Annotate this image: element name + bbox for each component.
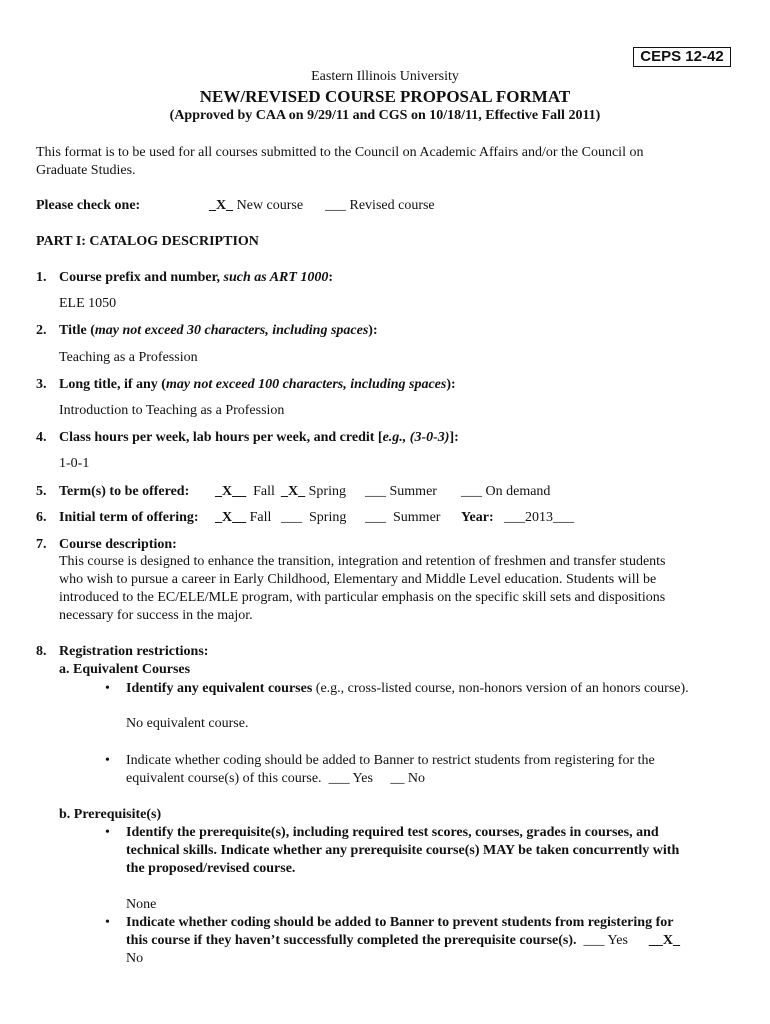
part1-heading: PART I: CATALOG DESCRIPTION [36,234,259,249]
q5-demand-mark: ___ [461,484,482,499]
q8a-no-label: No [407,771,426,786]
new-course-label: New course [236,198,304,213]
q8a-item-2-line-2-text: equivalent course(s) of this course. [126,771,322,786]
q6-year-label: Year: [461,510,494,525]
q8b-yes-option[interactable] [584,933,628,948]
q8a-no-mark: __ [390,771,405,786]
new-course-mark: _X_ [209,198,234,213]
q1-label: Course prefix and number, [59,270,221,285]
q7-desc-line-2: who wish to pursue a career in Early Childhood, Elementary and Middle Level education. Students will be [59,572,657,587]
q8b-item-2-line-2-text: this course if they haven’t successfully completed the prerequisite course(s). [126,933,577,948]
q5-summer-option[interactable] [365,484,437,500]
revised-course-mark: ___ [325,198,346,213]
q8b-label: b. Prerequisite(s) [59,807,162,822]
q2-number: 2. [36,323,47,338]
q6-fall-option[interactable] [215,510,271,526]
q5-spring-mark: _X_ [281,484,306,499]
q1-hint: such as ART 1000 [223,270,329,285]
q5-spring-option[interactable] [281,484,346,500]
q3-question [59,377,456,393]
q5-summer-label: Summer [389,484,437,499]
approval-note: (Approved by CAA on 9/29/11 and CGS on 10/18/11, Effective Fall 2011) [169,108,601,123]
q1-question [59,270,333,286]
q5-label: Term(s) to be offered: [59,484,190,499]
q8a-yes-mark: ___ [328,771,350,786]
q8a-no-option[interactable] [390,771,425,786]
q8b-yes-mark: ___ [583,933,605,948]
form-title: NEW/REVISED COURSE PROPOSAL FORMAT [199,87,571,106]
q8-number: 8. [36,644,47,659]
q8b-no-mark[interactable]: __X_ [648,933,681,948]
q8b-no-label: No [126,951,144,966]
q6-fall-mark: _X__ [215,510,247,525]
q8b-bullet-2: • [105,915,110,930]
q8b-item-2-line-1: Indicate whether coding should be added to Banner to prevent students from registering for [126,915,674,930]
q7-label: Course description: [59,537,177,552]
q5-number: 5. [36,484,47,499]
q6-spring-option[interactable] [281,510,346,526]
q2-close: ): [368,323,378,338]
q5-fall-option[interactable] [215,484,275,500]
q6-number: 6. [36,510,47,525]
q6-summer-mark: ___ [365,510,386,525]
q6-spring-mark: ___ [281,510,302,525]
q8b-yes-label: Yes [607,933,628,948]
q7-number: 7. [36,537,47,552]
revised-course-option[interactable] [325,198,435,214]
new-course-option[interactable] [209,198,303,214]
q6-summer-option[interactable] [365,510,440,526]
q1-number: 1. [36,270,47,285]
university-name: Eastern Illinois University [311,69,459,84]
q1-colon: : [328,270,334,285]
q6-fall-label: Fall [249,510,272,525]
q6-label: Initial term of offering: [59,510,199,525]
q5-fall-mark: _X__ [215,484,247,499]
q4-question [59,430,459,446]
q2-answer: Teaching as a Profession [59,350,198,365]
q4-close: ]: [449,430,459,445]
q7-desc-line-4: necessary for success in the major. [59,608,253,623]
q8a-yes-label: Yes [352,771,373,786]
q8b-bullet-1: • [105,825,110,840]
q8b-item-1-line-2: technical skills. Indicate whether any prerequisite course(s) MAY be taken concurrently with [126,843,680,858]
q3-answer: Introduction to Teaching as a Profession [59,403,285,418]
q1-answer: ELE 1050 [59,296,117,311]
q8b-answer: None [126,897,157,912]
form-code-box: CEPS 12-42 [633,47,731,67]
q3-label: Long title, if any ( [59,377,166,392]
q3-hint: may not exceed 100 characters, including spaces [165,377,447,392]
q8a-item-1-bold: Identify any equivalent courses [126,681,313,696]
q3-close: ): [446,377,456,392]
q8a-bullet-2: • [105,753,110,768]
revised-course-label: Revised course [349,198,435,213]
q5-fall-label: Fall [253,484,275,499]
q8-label: Registration restrictions: [59,644,209,659]
q8a-item-2-line-2 [126,771,425,787]
q2-hint: may not exceed 30 characters, including spaces [94,323,369,338]
q8a-item-2-line-1: Indicate whether coding should be added to Banner to restrict students from registering for the [126,753,655,768]
check-label: Please check one: [36,198,141,213]
q4-answer: 1-0-1 [59,456,90,471]
q3-number: 3. [36,377,47,392]
q8a-bullet-1: • [105,681,110,696]
q6-year-field[interactable]: ___2013___ [504,510,574,525]
q4-label: Class hours per week, lab hours per week, and credit [ [59,430,383,445]
q7-desc-line-1: This course is designed to enhance the transition, integration and retention of freshmen and transfer students [59,554,666,569]
intro-line-2: Graduate Studies. [36,163,136,178]
q2-question [59,323,378,339]
q5-spring-label: Spring [308,484,346,499]
q8a-label: a. Equivalent Courses [59,662,191,677]
q6-spring-label: Spring [309,510,347,525]
q8a-answer: No equivalent course. [126,716,249,731]
q5-summer-mark: ___ [365,484,386,499]
q4-number: 4. [36,430,47,445]
q8b-item-2-line-2 [126,933,680,949]
q8b-item-1-line-3: the proposed/revised course. [126,861,296,876]
q8a-item-1 [126,681,689,697]
q5-demand-option[interactable] [461,484,550,500]
q5-demand-label: On demand [485,484,551,499]
q8b-item-1-line-1: Identify the prerequisite(s), including required test scores, courses, grades in courses, and [126,825,659,840]
q2-label: Title ( [59,323,95,338]
q8a-yes-option[interactable] [329,771,373,786]
q6-summer-label: Summer [393,510,441,525]
q7-desc-line-3: introduced to the EC/ELE/MLE program, with particular emphasis on the specific skill sets and dispositions [59,590,666,605]
q4-hint: e.g., (3-0-3) [382,430,450,445]
intro-line-1: This format is to be used for all courses submitted to the Council on Academic Affairs and/or the Council on [36,145,644,160]
q8a-item-1-rest: (e.g., cross-listed course, non-honors version of an honors course). [312,681,689,696]
